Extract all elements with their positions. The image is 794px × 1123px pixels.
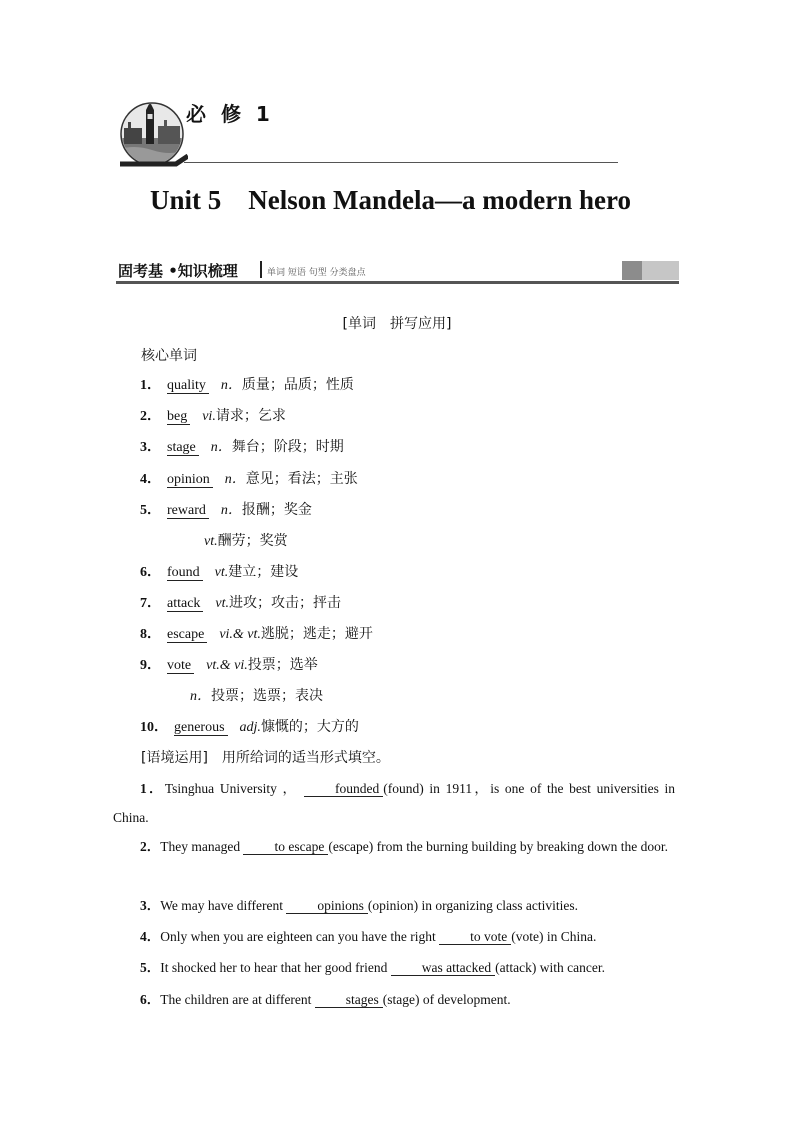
vocab-item: 5． reward n．报酬；奖金: [140, 502, 312, 518]
vocab-word: vote: [167, 658, 194, 674]
answer-blank: to escape: [243, 840, 328, 855]
vocab-word: beg: [167, 409, 190, 425]
book-title: 必 修 1: [186, 102, 274, 126]
vocab-item: 3． stage n．舞台；阶段；时期: [140, 439, 344, 455]
banner-dark-block: [622, 261, 642, 280]
answer-blank: was attacked: [391, 961, 495, 976]
banner-light-block: [642, 261, 679, 280]
vocab-item: 6． found vt.建立；建设: [140, 564, 299, 580]
answer-blank: founded: [304, 782, 383, 797]
exercise-item: 4．Only when you are eighteen can you have the right to vote (vote) in China.: [140, 929, 597, 944]
textbook-logo-emblem: [116, 98, 188, 170]
exercise-item: 2．They managed to escape (escape) from the burning building by breaking down the door.: [140, 839, 668, 854]
vocab-item: 2． beg vi.请求；乞求: [140, 408, 286, 424]
banner-rule: [116, 281, 679, 284]
vocab-word: quality: [167, 378, 209, 394]
answer-blank: opinions: [286, 899, 368, 914]
vocab-item: 10． generous adj.慷慨的；大方的: [140, 719, 359, 735]
vocab-word: reward: [167, 503, 209, 519]
exercise-item: 1．Tsinghua University ， founded (found) in 1911，is one of the best universities in China.: [113, 781, 676, 825]
vocab-item: 8． escape vi.& vt.逃脱；逃走；避开: [140, 626, 373, 642]
exercise-item: 5．It shocked her to hear that her good friend was attacked (attack) with cancer.: [140, 960, 605, 975]
banner-separator: [260, 261, 262, 278]
answer-blank: to vote: [439, 930, 511, 945]
vocab-item: 4． opinion n．意见；看法；主张: [140, 471, 358, 487]
context-heading: [语境运用] 用所给词的适当形式填空。: [141, 750, 390, 766]
section-heading: [单词 拼写应用]: [342, 316, 452, 332]
vocab-extra-sense: n．投票；选票；表决: [190, 688, 323, 704]
vocab-item: 9． vote vt.& vi.投票；选举: [140, 657, 318, 673]
vocab-word: escape: [167, 627, 207, 643]
banner-title: 固考基 •知识梳理: [118, 262, 238, 280]
vocab-extra-sense: vt.酬劳；奖赏: [204, 533, 288, 549]
vocab-word: generous: [174, 720, 228, 736]
exercise-item: 3．We may have different opinions (opinion) in organizing class activities.: [140, 898, 578, 913]
section-banner: [116, 258, 679, 284]
header-divider: [184, 162, 618, 163]
vocab-word: opinion: [167, 472, 213, 488]
exercise-item: 6．The children are at different stages (stage) of development.: [140, 992, 511, 1007]
vocab-word: attack: [167, 596, 203, 612]
answer-blank: stages: [315, 993, 383, 1008]
vocab-item: 7． attack vt.进攻；攻击；抨击: [140, 595, 342, 611]
vocab-item: 1． quality n．质量；品质；性质: [140, 377, 354, 393]
unit-title: Unit 5 Nelson Mandela—a modern hero: [150, 185, 632, 215]
core-words-heading: 核心单词: [141, 348, 197, 364]
banner-subtitle: 单词 短语 句型 分类盘点: [267, 268, 366, 278]
vocab-word: stage: [167, 440, 199, 456]
vocab-word: found: [167, 565, 203, 581]
